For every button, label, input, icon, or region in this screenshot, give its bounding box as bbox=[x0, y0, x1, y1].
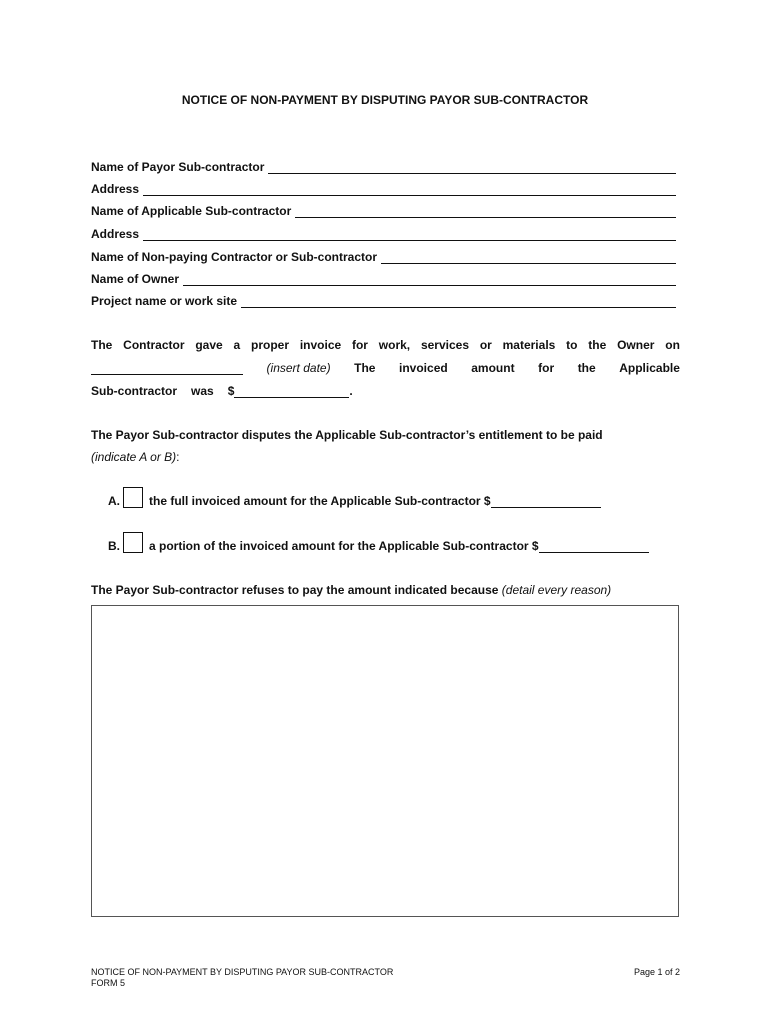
invoice-word: materials bbox=[502, 338, 556, 352]
invoice-word: proper bbox=[250, 338, 289, 352]
invoice-word: invoiced bbox=[399, 361, 448, 375]
payor-subcontractor-field[interactable] bbox=[91, 160, 676, 174]
field-label: Name of Owner bbox=[91, 272, 180, 286]
field-label: Name of Payor Sub-contractor bbox=[91, 160, 265, 174]
invoice-word: services bbox=[420, 338, 469, 352]
option-b-text: a portion of the invoiced amount for the Applicable Sub-contractor $ bbox=[149, 539, 539, 553]
payor-address-field[interactable] bbox=[91, 182, 676, 196]
invoice-word: the bbox=[588, 338, 607, 352]
applicable-subcontractor-field[interactable] bbox=[91, 204, 676, 218]
invoice-word: work, bbox=[378, 338, 411, 352]
field-label: Name of Applicable Sub-contractor bbox=[91, 204, 292, 218]
invoice-word: gave bbox=[195, 338, 223, 352]
invoice-word: on bbox=[665, 338, 680, 352]
project-input[interactable] bbox=[241, 296, 676, 308]
option-b[interactable] bbox=[108, 532, 649, 553]
invoice-word: Sub-contractor bbox=[91, 384, 178, 398]
option-b-letter: B. bbox=[108, 539, 120, 553]
dispute-hint-line bbox=[91, 450, 680, 464]
option-a-checkbox[interactable] bbox=[123, 487, 143, 508]
invoice-word: for bbox=[538, 361, 555, 375]
non-paying-contractor-field[interactable] bbox=[91, 250, 676, 264]
invoice-word: a bbox=[233, 338, 241, 352]
footer-title: NOTICE OF NON-PAYMENT BY DISPUTING PAYOR SUB-CONTRACTOR bbox=[91, 967, 394, 977]
invoice-word: invoice bbox=[299, 338, 342, 352]
field-label: Address bbox=[91, 227, 140, 241]
invoice-word: the bbox=[577, 361, 596, 375]
invoiced-amount-input[interactable] bbox=[234, 386, 349, 398]
project-field[interactable] bbox=[91, 294, 676, 308]
payor-address-input[interactable] bbox=[143, 184, 676, 196]
payor-subcontractor-input[interactable] bbox=[268, 162, 676, 174]
field-label: Name of Non-paying Contractor or Sub-contractor bbox=[91, 250, 378, 264]
invoice-word: for bbox=[351, 338, 368, 352]
page-number: Page 1 of 2 bbox=[633, 967, 680, 977]
invoice-word: The bbox=[354, 361, 376, 375]
reason-textarea[interactable] bbox=[91, 605, 679, 917]
footer bbox=[91, 967, 393, 989]
option-a-letter: A. bbox=[108, 494, 120, 508]
field-label: Project name or work site bbox=[91, 294, 238, 308]
invoice-word: Owner bbox=[617, 338, 655, 352]
applicable-address-input[interactable] bbox=[143, 229, 676, 241]
invoice-word: or bbox=[479, 338, 492, 352]
owner-input[interactable] bbox=[183, 274, 676, 286]
invoice-word: Contractor bbox=[123, 338, 185, 352]
invoice-word: to bbox=[566, 338, 578, 352]
invoice-word: amount bbox=[471, 361, 515, 375]
option-b-checkbox[interactable] bbox=[123, 532, 143, 553]
period: . bbox=[349, 384, 353, 398]
insert-date-hint: (insert date) bbox=[266, 361, 331, 375]
invoice-line-3 bbox=[91, 384, 680, 398]
invoice-word: was bbox=[191, 384, 214, 398]
form-title: NOTICE OF NON-PAYMENT BY DISPUTING PAYOR SUB-CONTRACTOR bbox=[181, 93, 589, 107]
owner-field[interactable] bbox=[91, 272, 676, 286]
applicable-address-field[interactable] bbox=[91, 227, 676, 241]
field-label: Address bbox=[91, 182, 140, 196]
option-a-text: the full invoiced amount for the Applicable Sub-contractor $ bbox=[149, 494, 491, 508]
refusal-hint: (detail every reason) bbox=[501, 583, 612, 597]
footer-form-number: FORM 5 bbox=[91, 978, 126, 988]
invoice-word: Applicable bbox=[619, 361, 680, 375]
invoice-line-2 bbox=[91, 361, 680, 375]
invoice-word: The bbox=[91, 338, 113, 352]
option-a-amount-input[interactable] bbox=[491, 496, 601, 508]
dispute-hint: (indicate A or B) bbox=[91, 450, 177, 464]
option-a[interactable] bbox=[108, 487, 601, 508]
non-paying-contractor-input[interactable] bbox=[381, 252, 676, 264]
refusal-statement: The Payor Sub-contractor refuses to pay the amount indicated because bbox=[91, 583, 499, 597]
invoice-line-1 bbox=[91, 338, 680, 352]
invoice-date-input[interactable] bbox=[91, 363, 243, 375]
dispute-statement: The Payor Sub-contractor disputes the Applicable Sub-contractor’s entitlement to be paid bbox=[91, 428, 603, 442]
currency-sign: $ bbox=[227, 384, 235, 398]
refusal-statement-line bbox=[91, 583, 680, 597]
applicable-subcontractor-input[interactable] bbox=[295, 206, 676, 218]
option-b-amount-input[interactable] bbox=[539, 541, 649, 553]
dispute-colon: : bbox=[176, 450, 180, 464]
